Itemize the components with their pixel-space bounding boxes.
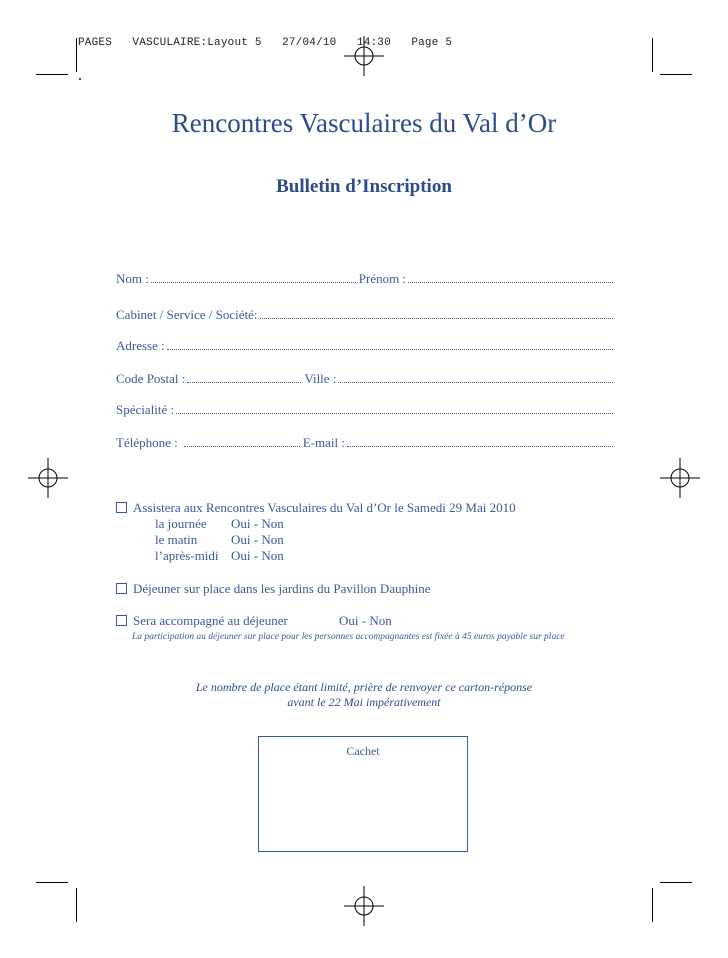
specialite-field[interactable] <box>176 401 613 414</box>
companion-checkbox[interactable] <box>116 615 127 626</box>
registration-mark-left-icon <box>28 458 68 498</box>
nom-field[interactable] <box>151 270 356 283</box>
nom-label: Nom : <box>116 271 149 286</box>
stamp-label: Cachet <box>346 744 380 758</box>
telephone-email-row <box>116 434 616 452</box>
notice-line-2: avant le 22 Mai impérativement <box>287 695 441 709</box>
lunch-checkbox[interactable] <box>116 583 127 594</box>
option-choice[interactable]: Oui - Non <box>231 548 284 563</box>
slug-dot <box>79 78 81 80</box>
notice-line-1: Le nombre de place étant limité, prière de renvoyer ce carton-réponse <box>195 680 533 694</box>
companion-price-note: La participation au déjeuner sur place pour les personnes accompagnantes est fixée à 45 euros payable sur place <box>132 632 565 642</box>
crop-mark-bottom-left-h <box>36 882 68 883</box>
specialite-row <box>116 401 616 419</box>
slug-page: Page 5 <box>411 37 453 49</box>
printer-slug <box>78 37 452 49</box>
slug-pages: PAGES <box>78 37 113 49</box>
crop-mark-bottom-left-v <box>76 888 77 922</box>
cabinet-field[interactable] <box>260 306 613 319</box>
crop-mark-top-right-h <box>660 74 692 75</box>
crop-mark-bottom-right-h <box>660 882 692 883</box>
slug-time: 14:30 <box>356 37 391 49</box>
slug-layout: VASCULAIRE:Layout 5 <box>132 37 262 49</box>
registration-mark-bottom-icon <box>344 886 384 926</box>
adresse-row <box>116 337 616 355</box>
prenom-field[interactable] <box>408 270 613 283</box>
attendance-block <box>116 499 516 564</box>
companion-choice[interactable]: Oui - Non <box>339 612 392 628</box>
code-postal-ville-row <box>116 370 616 388</box>
option-choice[interactable]: Oui - Non <box>231 532 284 547</box>
lunch-block <box>116 580 430 597</box>
attendance-label: Assistera aux Rencontres Vasculaires du Val d’Or le Samedi 29 Mai 2010 <box>133 499 516 515</box>
email-label: E-mail : <box>302 435 345 450</box>
return-notice <box>0 680 728 710</box>
registration-mark-right-icon <box>660 458 700 498</box>
telephone-field[interactable] <box>184 434 300 447</box>
page-subtitle: Bulletin d’Inscription <box>276 176 452 197</box>
stamp-box <box>258 736 468 852</box>
code-postal-field[interactable] <box>187 370 301 383</box>
cabinet-label: Cabinet / Service / Société: <box>116 307 258 322</box>
option-label: la journée <box>155 516 207 531</box>
crop-mark-top-left-v <box>76 38 77 72</box>
slug-date: 27/04/10 <box>282 37 337 49</box>
companion-block <box>116 612 392 629</box>
prenom-label: Prénom : <box>358 271 407 286</box>
companion-label: Sera accompagné au déjeuner <box>133 612 288 628</box>
cabinet-row <box>116 306 616 324</box>
nom-prenom-row <box>116 270 616 288</box>
email-field[interactable] <box>347 434 613 447</box>
option-row <box>116 548 516 564</box>
option-row <box>116 516 516 532</box>
attendance-checkbox[interactable] <box>116 502 127 513</box>
crop-mark-top-right-v <box>652 38 653 72</box>
ville-field[interactable] <box>338 370 613 383</box>
lunch-label: Déjeuner sur place dans les jardins du Pavillon Dauphine <box>133 580 431 596</box>
page-title: Rencontres Vasculaires du Val d’Or <box>171 108 557 138</box>
option-choice[interactable]: Oui - Non <box>231 516 284 531</box>
adresse-field[interactable] <box>167 337 613 350</box>
adresse-label: Adresse : <box>116 338 165 353</box>
crop-mark-bottom-right-v <box>652 888 653 922</box>
code-postal-label: Code Postal : <box>116 371 186 386</box>
telephone-label: Téléphone : <box>116 435 178 450</box>
ville-label: Ville : <box>304 371 337 386</box>
specialite-label: Spécialité : <box>116 402 175 417</box>
crop-mark-top-left-h <box>36 74 68 75</box>
option-label: l’après-midi <box>155 548 219 563</box>
option-label: le matin <box>155 532 198 547</box>
registration-mark-top-icon <box>344 36 384 76</box>
option-row <box>116 532 516 548</box>
